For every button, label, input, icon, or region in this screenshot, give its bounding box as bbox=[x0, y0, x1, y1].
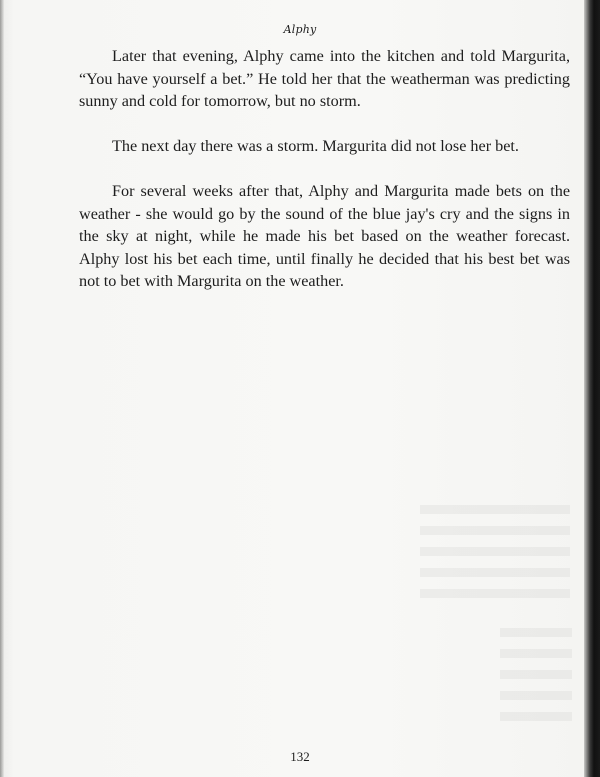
running-head: Alphy bbox=[283, 23, 317, 36]
bleed-through-block-1 bbox=[420, 505, 570, 610]
bleed-through-block-2 bbox=[500, 628, 572, 723]
paragraph-2: The next day there was a storm. Margurita did not lose her bet. bbox=[112, 137, 519, 155]
paragraph-1: Later that evening, Alphy came into the kitchen and told Margurita, “You have yourself a bet.” He told her that the weatherman was predicting sunny and cold for tomorrow, but no storm. bbox=[79, 47, 570, 110]
body-text bbox=[79, 45, 570, 315]
page-left-edge bbox=[0, 0, 4, 777]
spine-shadow bbox=[584, 0, 600, 777]
paragraph-3: For several weeks after that, Alphy and Margurita made bets on the weather - she would go by the sound of the blue jay's cry and the signs in the sky at night, while he made his bet based on the weather forecast. Alphy lost his bet each time, until finally he decided that his best bet was not to bet with Margurita on the weather. bbox=[79, 182, 570, 290]
page-number: 132 bbox=[290, 749, 310, 764]
